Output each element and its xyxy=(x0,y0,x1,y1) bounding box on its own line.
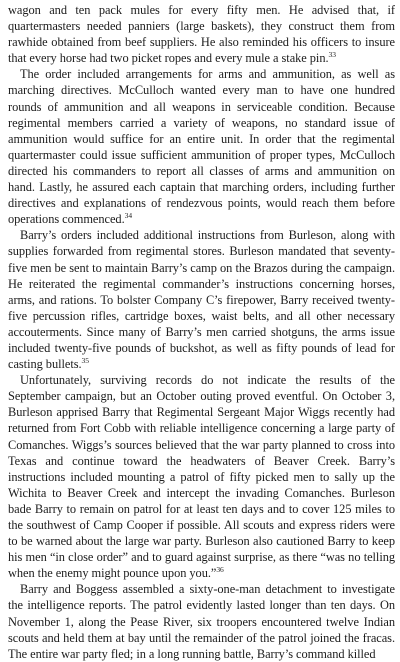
paragraph-text: Unfortunately, surviving records do not indicate the results of the September campaign, but an October outing proved eventful. On October 3, Burleson apprised Barry that Regimental Sergeant Major Wiggs recently had returned from Fort Cobb with reliable intelligence concerning a large party of Comanches. Wiggs’s sources believed that the war party planned to cross into Texas and continue toward the headwaters of Beaver Creek. Barry’s instructions included mounting a patrol of fifty picked men to sally up the Wichita to Beaver Creek and intercept the invading Comanches. Burleson bade Barry to remain on patrol for at least ten days and to cover 125 miles to the southwest of Camp Cooper if possible. All scouts and express riders were to be warned about the large war party. Burleson also cautioned Barry to keep his men “in close order” and to guard against surprise, as there “was no telling when the enemy might pounce upon you.” xyxy=(8,373,395,581)
paragraph-4 xyxy=(8,372,395,581)
footnote-marker: 36 xyxy=(216,565,224,575)
paragraph-5 xyxy=(8,581,395,661)
paragraph-3 xyxy=(8,227,395,372)
paragraph-text: wagon and ten pack mules for every fifty men. He advised that, if quartermasters needed panniers (large baskets), they construct them from rawhide obtained from beef suppliers. He also reminded his officers to insure that every horse had two picket ropes and every mule a stake pin. xyxy=(8,3,395,66)
paragraph-1 xyxy=(8,2,395,66)
paragraph-text: The order included arrangements for arms and ammunition, as well as marching directives. McCulloch wanted every man to have one hundred rounds of ammunition and all weapons in serviceable condition. Because regimental members carried a variety of weapons, no standard issue of ammunition would suffice for an entire unit. In order that the regimental quartermaster could issue sufficient ammunition of proper types, McCulloch directed his commanders to report all classes of arms and ammunition on hand. Lastly, he assured each captain that marching orders, including further directives and explanations of rendezvous points, would reach them before operations commenced. xyxy=(8,67,395,227)
paragraph-text: Barry’s orders included additional instructions from Burleson, along with supplies forwarded from regimental stores. Burleson mandated that seventy-five men be sent to maintain Barry’s camp on the Brazos during the campaign. He reiterated the regimental commander’s instructions concerning horses, arms, and rations. To bolster Company C’s firepower, Barry received twenty-five percussion rifles, cartridge boxes, waist belts, and all other necessary accouterments. Since many of Barry’s men carried shotguns, the arms issue included twenty-five pounds of buckshot, as well as fifty pounds of lead for casting bullets. xyxy=(8,228,395,372)
footnote-marker: 34 xyxy=(124,211,133,221)
footnote-marker: 35 xyxy=(81,355,89,365)
footnote-marker: 33 xyxy=(328,50,336,60)
paragraph-text: Barry and Boggess assembled a sixty-one-man detachment to investigate the intelligence reports. The patrol evidently lasted longer than ten days. On November 1, along the Pease River, six troopers encountered twelve Indian scouts and held them at bay until the remainder of the patrol joined the fracas. The entire war party fled; in a long running battle, Barry’s command killed xyxy=(8,582,395,661)
paragraph-2 xyxy=(8,66,395,227)
